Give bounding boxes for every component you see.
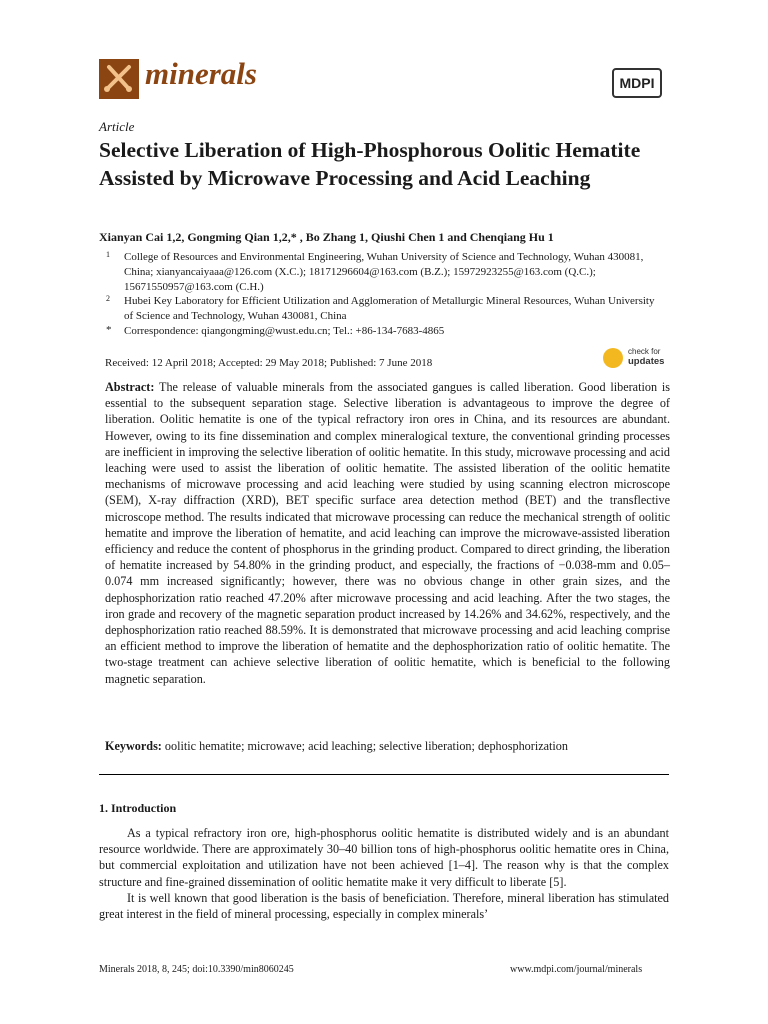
affiliation-2: Hubei Key Laboratory for Efficient Utilization and Agglomeration of Metallurgic Mineral Resources, Wuhan University of Science and Technology, Wuhan 430081, China xyxy=(124,295,655,322)
abstract-label: Abstract: xyxy=(105,380,155,394)
author-list: Xianyan Cai 1,2, Gongming Qian 1,2,* , Bo Zhang 1, Qiushi Chen 1 and Chenqiang Hu 1 xyxy=(99,230,554,244)
abstract-text: The release of valuable minerals from the associated gangues is called liberation. Good liberation is essential to the subsequent separation stage. Selective liberation is advantageous to improve the degree of liberation. Oolitic hematite is one of the typical refractory iron ores in China, and its resources are abundant. However, owing to its fine dissemination and complex mineralogical texture, the conventional grinding processes are inefficient in improving the selective liberation of oolitic hematite. In this study, microwave processing and acid leaching were used to assist the liberation of oolitic hematite. The assisted liberation of the oolitic hematite mechanisms of microwave processing and acid leaching were studied by using scanning electron microscope (SEM), X-ray diffraction (XRD), BET specific surface area detection method (BET) and the transflective microscope method. The results indicated that microwave processing can reduce the mechanical strength of oolitic hematite and improve the liberation of hematite, and acid leaching can improve the microwave-assisted liberation efficiency and reduce the content of phosphorus in the grinding product. Compared to direct grinding, the liberation of hematite increased by 54.80% in the grinding product, and especially, the fractions of −0.038-mm and 0.05–0.074 mm increased significantly; however, there was no obvious change in other grain sizes, and the dephosphorization ratio reached 47.20% after microwave processing and acid leaching. After the two stages, the iron grade and recovery of the magnetic separation product increased by 14.26% and 34.62%, respectively, and the dephosphorization ratio reached 88.59%. It is demonstrated that microwave processing and acid leaching comprise an efficient method to improve the liberation of hematite and the dephosphorization ratio of oolitic hematite. The two-stage treatment can achieve selective liberation of oolitic hematite, which is beneficial to the following magnetic separation. xyxy=(105,380,670,686)
affiliation-1: College of Resources and Environmental Engineering, Wuhan University of Science and Technology, Wuhan 430081, China; xianyancaiyaaa@126.com (X.C.); 18171296604@163.com (B.Z.); 15972923255@163.com (Q.C.); 15671550957@163.com (C.H.) xyxy=(124,251,644,293)
keywords xyxy=(105,739,670,754)
check-updates-line2: updates xyxy=(628,356,665,367)
affiliation-mark-2: 2 xyxy=(106,294,110,303)
abstract xyxy=(105,379,670,687)
correspondence-mark: * xyxy=(106,324,112,336)
check-updates-line1: check for xyxy=(628,347,661,356)
footer-citation: Minerals 2018, 8, 245; doi:10.3390/min8060245 xyxy=(99,964,294,975)
intro-paragraph-1: As a typical refractory iron ore, high-phosphorus oolitic hematite is distributed widely and is an abundant resource worldwide. There are approximately 30–40 billion tons of high-phosphorus oolitic hematite ores in China, but commercial exploitation and utilization have not been achieved [1–4]. The reason why is that the complex structure and fine-grained dissemination of oolitic hematite make it very difficult to liberate [5]. xyxy=(99,826,669,889)
intro-paragraph-2: It is well known that good liberation is the basis of beneficiation. Therefore, mineral liberation has stimulated great interest in the field of mineral processing, especially in complex minerals’ xyxy=(99,890,669,922)
intro-body xyxy=(99,825,669,922)
article-title: Selective Liberation of High-Phosphorous Oolitic Hematite Assisted by Microwave Processing and Acid Leaching xyxy=(99,138,641,190)
footer-url[interactable]: www.mdpi.com/journal/minerals xyxy=(510,964,643,975)
journal-logo-icon xyxy=(99,59,139,99)
keywords-label: Keywords: xyxy=(105,739,162,753)
section-divider xyxy=(99,774,669,775)
intro-heading: 1. Introduction xyxy=(99,801,177,815)
keywords-text: oolitic hematite; microwave; acid leaching; selective liberation; dephosphorization xyxy=(164,739,568,753)
affiliation-mark-1: 1 xyxy=(106,250,110,259)
journal-name: minerals xyxy=(145,56,257,91)
correspondence: Correspondence: qiangongming@wust.edu.cn; Tel.: +86-134-7683-4865 xyxy=(124,325,445,337)
check-for-updates-badge[interactable] xyxy=(603,346,673,370)
article-type: Article xyxy=(99,119,135,134)
check-updates-icon xyxy=(603,348,623,368)
publication-dates: Received: 12 April 2018; Accepted: 29 May 2018; Published: 7 June 2018 xyxy=(105,357,433,369)
publisher-logo[interactable]: MDPI xyxy=(612,68,662,98)
